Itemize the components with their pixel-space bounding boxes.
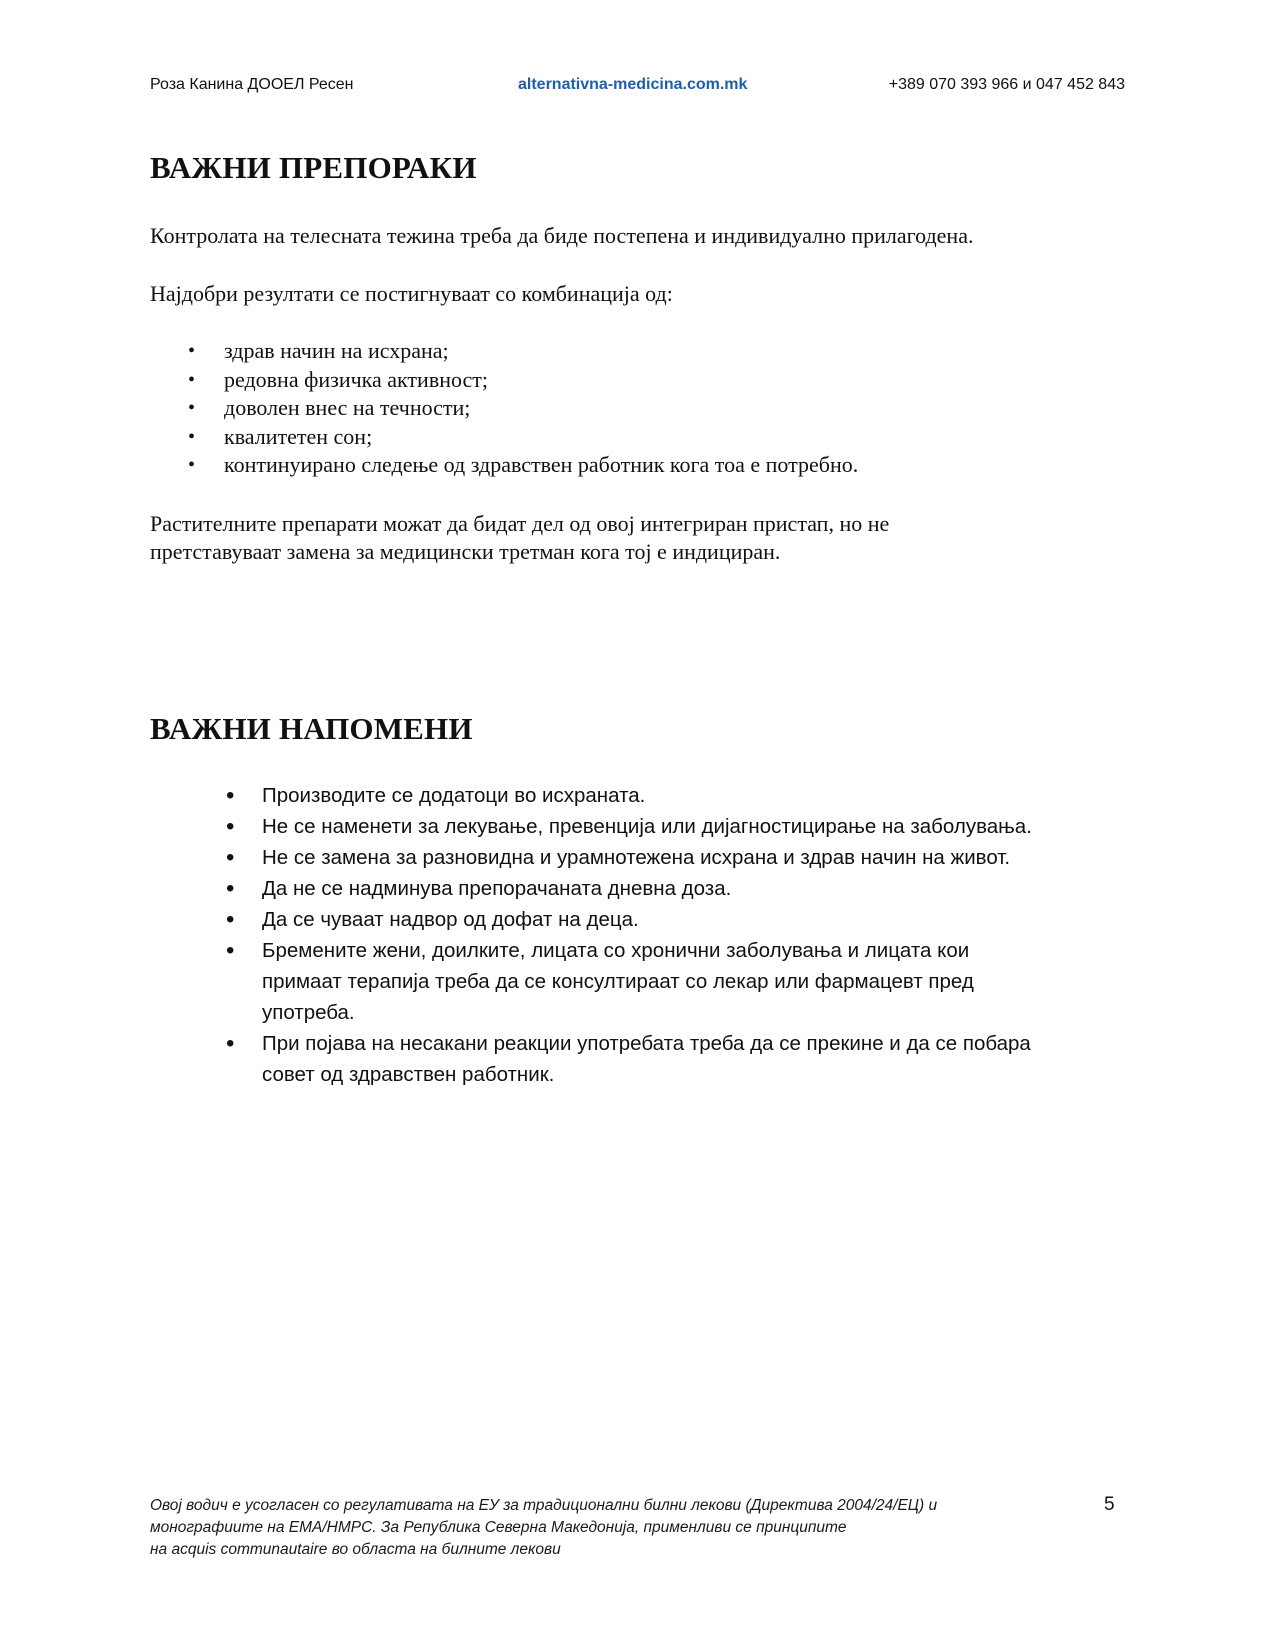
paragraph-line: претставуваат замена за медицински третман кога тој е индициран. (150, 539, 781, 564)
list-item (150, 366, 858, 395)
list-item-text: здрав начин на исхрана; (224, 338, 449, 363)
list-item-text: квалитетен сон; (224, 423, 373, 449)
paragraph-herbal-preparations (150, 510, 1110, 566)
list-item-text: редовна физичка активност; (224, 366, 489, 392)
section-heading-recommendations: ВАЖНИ ПРЕПОРАКИ (150, 150, 477, 185)
list-item (150, 904, 1140, 935)
paragraph-weight-control: Контролата на телесната тежина треба да биде постепена и индивидуално прилагодена. (150, 223, 974, 248)
bullet-icon: • (226, 1030, 235, 1057)
bullet-icon: • (226, 875, 235, 902)
list-item (150, 451, 858, 480)
notes-list (150, 780, 1140, 1090)
list-item-text: При појава на несакани реакции употребата треба да се прекине и да се побара (262, 1032, 1031, 1055)
bullet-icon: • (188, 425, 196, 448)
page-footer-note (150, 1495, 1030, 1561)
list-item-text: примаат терапија треба да се консултираат со лекар или фармацевт пред (262, 970, 974, 993)
list-item (150, 811, 1140, 842)
footer-line: на acquis communautaire во областа на билните лекови (150, 1541, 561, 1558)
list-item-text: употреба. (262, 1001, 355, 1024)
list-item-text: Бремените жени, доилките, лицата со хронични заболувања и лицата кои (262, 939, 970, 962)
header-website-link[interactable]: alternativna-medicina.com.mk (518, 76, 748, 93)
list-item-text: Да се чуваат надвор од дофат на деца. (262, 908, 639, 931)
list-item-text: Не се наменети за лекување, превенција или дијагностицирање на заболувања. (262, 815, 1032, 838)
header-phone-numbers: +389 070 393 966 и 047 452 843 (888, 76, 1125, 93)
list-item-text: доволен внес на течности; (224, 395, 471, 420)
bullet-icon: • (188, 368, 196, 391)
list-item (150, 423, 858, 452)
paragraph-best-results: Најдобри резултати се постигнуваат со комбинација од: (150, 281, 673, 306)
list-item (150, 394, 858, 423)
list-item (150, 935, 1140, 1028)
bullet-icon: • (226, 813, 235, 840)
bullet-icon: • (226, 844, 235, 871)
list-item (150, 337, 858, 366)
page-number: 5 (1104, 1494, 1115, 1515)
bullet-icon: • (188, 340, 196, 362)
paragraph-line: Растителните препарати можат да бидат дел од овој интегриран пристап, но не (150, 511, 890, 536)
bullet-icon: • (188, 454, 196, 476)
footer-line: Овој водич е усогласен со регулативата на ЕУ за традиционални билни лекови (Директива 2004/24/ЕЦ) и (150, 1497, 938, 1514)
list-item-text: Производите се додатоци во исхраната. (262, 784, 646, 807)
footer-line: монографиите на ЕМА/НМРС. За Република Северна Македонија, применливи се принципите (150, 1519, 847, 1536)
bullet-icon: • (226, 782, 235, 809)
list-item-text: континуирано следење од здравствен работник кога тоа е потребно. (224, 452, 859, 477)
list-item (150, 842, 1140, 873)
bullet-icon: • (188, 397, 196, 419)
page-header (150, 76, 1125, 100)
bullet-icon: • (226, 937, 235, 964)
recommendations-list (150, 337, 858, 480)
list-item-text: совет од здравствен работник. (262, 1063, 555, 1086)
list-item (150, 873, 1140, 904)
section-heading-notes: ВАЖНИ НАПОМЕНИ (150, 711, 473, 746)
list-item (150, 780, 1140, 811)
header-company-name: Роза Канина ДООЕЛ Ресен (150, 76, 354, 93)
list-item-text: Да не се надминува препорачаната дневна доза. (262, 877, 732, 900)
list-item-text: Не се замена за разновидна и урамнотежена исхрана и здрав начин на живот. (262, 846, 1011, 869)
list-item (150, 1028, 1140, 1090)
bullet-icon: • (226, 906, 235, 933)
